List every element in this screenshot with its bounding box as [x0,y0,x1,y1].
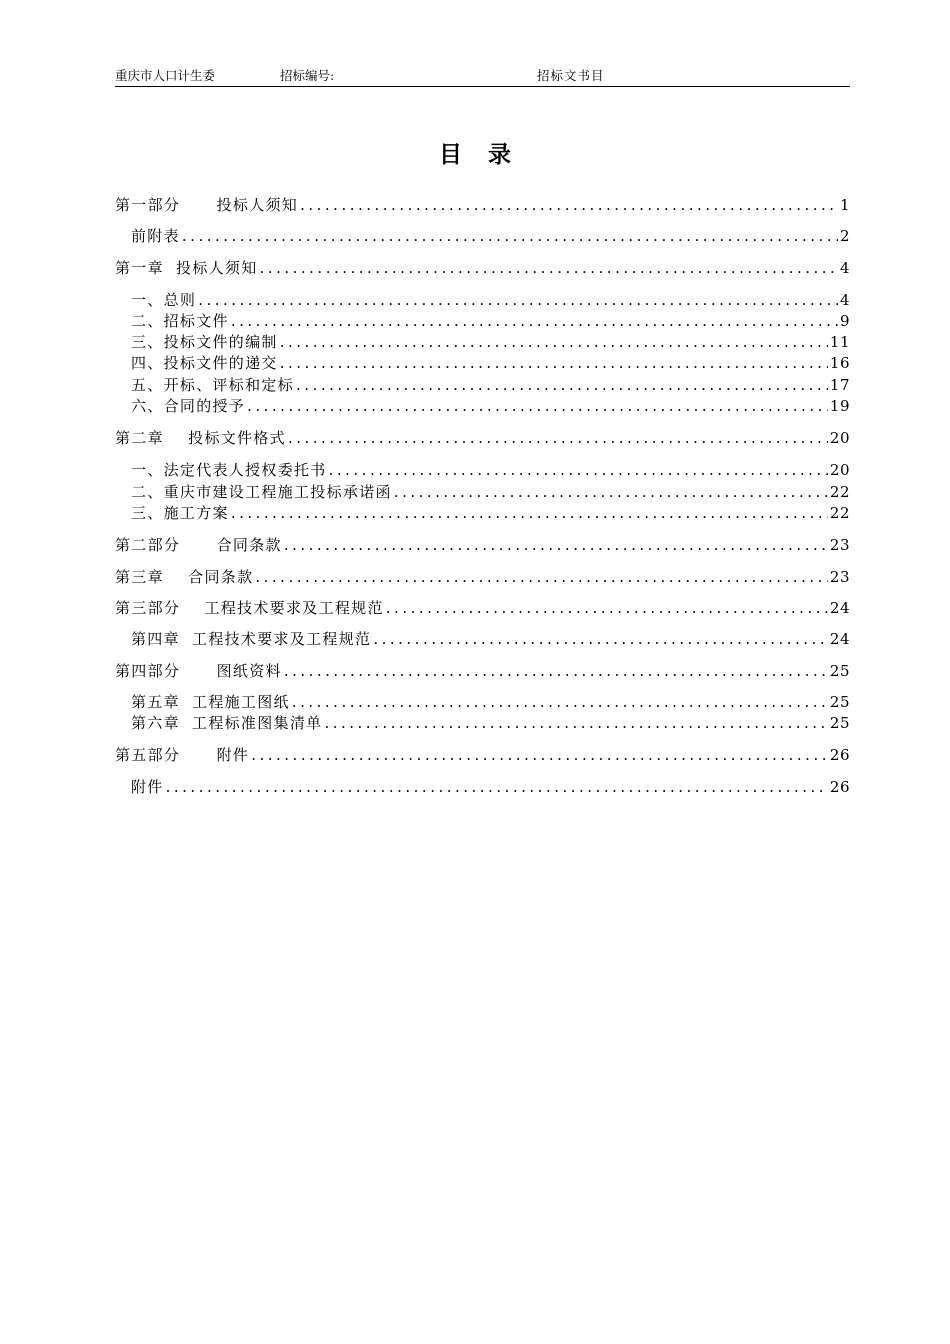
toc-entry-page-number: 4 [839,291,850,309]
toc-dot-leader [386,598,828,618]
toc-entry-page-number: 11 [829,333,850,351]
toc-entry-page-number: 23 [829,568,850,586]
toc-entry-label: 六、合同的授予 [131,397,246,415]
header-document-name: 招标文书目 [537,68,605,83]
table-of-contents [115,0,850,1344]
toc-entry-page-number: 24 [829,630,850,648]
toc-entry-page-number: 22 [829,483,850,501]
toc-entry[interactable] [115,567,850,587]
toc-dot-leader [373,629,828,649]
toc-entry-label: 第六章 工程标准图集清单 [131,714,323,732]
toc-entry-page-number: 25 [829,662,850,680]
toc-entry[interactable] [115,661,850,681]
toc-entry[interactable] [131,226,850,246]
toc-entry-page-number: 16 [829,354,850,372]
toc-entry-page-number: 24 [829,599,850,617]
toc-entry[interactable] [115,535,850,555]
toc-entry-label: 第三章 合同条款 [115,568,254,586]
toc-entry[interactable] [131,460,850,480]
toc-dot-leader [251,745,828,765]
toc-entry[interactable] [115,195,850,215]
toc-entry-label: 第四章 工程技术要求及工程规范 [131,630,372,648]
toc-entry-label: 第一章 投标人须知 [115,259,258,277]
toc-entry-label: 第四部分 图纸资料 [115,662,282,680]
toc-entry-label: 三、施工方案 [131,504,229,522]
toc-dot-leader [260,258,838,278]
toc-entry[interactable] [131,692,850,712]
toc-dot-leader [300,195,838,215]
toc-entry-page-number: 26 [829,746,850,764]
toc-entry[interactable] [131,629,850,649]
toc-entry-label: 一、法定代表人授权委托书 [131,461,327,479]
toc-entry[interactable] [131,482,850,502]
toc-dot-leader [288,428,828,448]
toc-entry-page-number: 23 [829,536,850,554]
header-tender-code-label: 招标编号: [280,68,335,83]
toc-entry[interactable] [131,332,850,352]
toc-dot-leader [284,661,828,681]
toc-entry[interactable] [131,311,850,331]
toc-entry[interactable] [131,503,850,523]
toc-entry-label: 第二章 投标文件格式 [115,429,286,447]
toc-entry[interactable] [131,396,850,416]
toc-entry-page-number: 26 [829,778,850,796]
toc-dot-leader [231,503,828,523]
toc-entry[interactable] [115,258,850,278]
header-organization: 重庆市人口计生委 [115,68,216,83]
toc-dot-leader [231,311,838,331]
toc-entry-label: 第五章 工程施工图纸 [131,693,290,711]
toc-dot-leader [166,777,828,797]
toc-dot-leader [280,332,828,352]
toc-entry-label: 第五部分 附件 [115,746,250,764]
toc-entry-page-number: 4 [839,259,850,277]
toc-entry[interactable] [131,777,850,797]
toc-entry-label: 二、重庆市建设工程施工投标承诺函 [131,483,392,501]
toc-title: 目录 [439,141,537,168]
toc-entry-page-number: 1 [839,196,850,214]
toc-entry-label: 一、总则 [131,291,197,309]
toc-entry-label: 附件 [131,778,164,796]
toc-entry-label: 四、投标文件的递交 [131,354,278,372]
toc-entry-page-number: 17 [829,376,850,394]
toc-entry-page-number: 25 [829,714,850,732]
toc-entry[interactable] [115,745,850,765]
toc-entry-label: 三、投标文件的编制 [131,333,278,351]
toc-entry-page-number: 20 [829,429,850,447]
toc-entry-label: 第三部分 工程技术要求及工程规范 [115,599,384,617]
toc-dot-leader [198,290,838,310]
toc-dot-leader [292,692,828,712]
toc-entry[interactable] [115,598,850,618]
toc-entry-page-number: 20 [829,461,850,479]
toc-dot-leader [296,375,828,395]
toc-dot-leader [280,353,828,373]
toc-dot-leader [394,482,828,502]
toc-entry-page-number: 9 [839,312,850,330]
toc-dot-leader [182,226,838,246]
toc-dot-leader [329,460,828,480]
toc-entry-label: 前附表 [131,227,180,245]
toc-entry-page-number: 25 [829,693,850,711]
toc-entry[interactable] [131,290,850,310]
toc-entry[interactable] [131,375,850,395]
toc-entry-page-number: 19 [829,397,850,415]
toc-entry[interactable] [115,428,850,448]
toc-dot-leader [255,567,828,587]
toc-entry-label: 二、招标文件 [131,312,229,330]
toc-dot-leader [284,535,828,555]
toc-dot-leader [247,396,828,416]
toc-entry-label: 五、开标、评标和定标 [131,376,295,394]
toc-entry-label: 第一部分 投标人须知 [115,196,299,214]
toc-entry[interactable] [131,713,850,733]
toc-entry-label: 第二部分 合同条款 [115,536,282,554]
toc-dot-leader [324,713,827,733]
toc-entry-page-number: 2 [839,227,850,245]
toc-entry[interactable] [131,353,850,373]
toc-entry-page-number: 22 [829,504,850,522]
